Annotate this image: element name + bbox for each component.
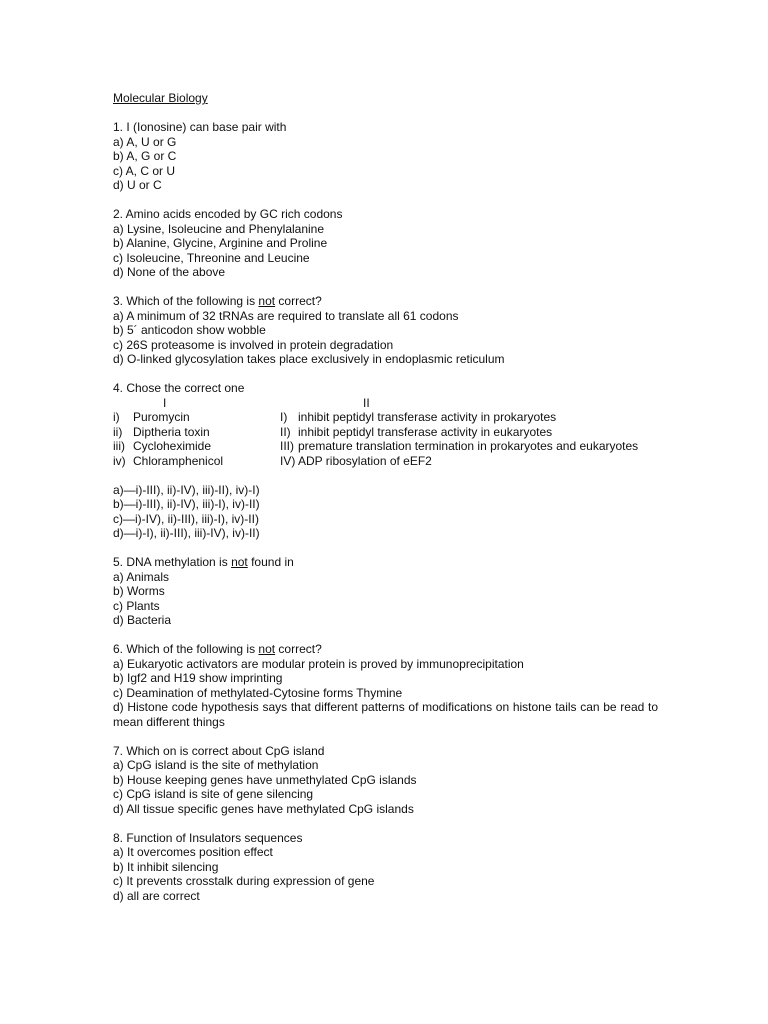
answer-option: c) 26S proteasome is involved in protein degradation — [113, 337, 394, 352]
question-stem: 1. I (Ionosine) can base pair with — [113, 120, 287, 134]
stem-text: correct? — [275, 642, 322, 656]
question-2 — [113, 207, 658, 280]
stem-text: 5. DNA methylation is — [113, 555, 232, 569]
answer-option: a) A, U or G — [113, 134, 177, 149]
question-stem: 2. Amino acids encoded by GC rich codons — [113, 207, 343, 221]
drug-name: Puromycin — [133, 410, 190, 424]
row-numeral: i) — [113, 410, 120, 424]
answer-option: d) None of the above — [113, 265, 226, 279]
effect-numeral: IV) — [280, 453, 296, 468]
drug-effect — [280, 439, 638, 454]
answer-option: b)—i)-III), ii)-IV), iii)-I), iv)-II) — [113, 497, 260, 511]
effect-numeral: III) — [280, 439, 294, 453]
answer-option: b) It inhibit silencing — [113, 859, 219, 874]
answer-option: b) Alanine, Glycine, Arginine and Proline — [113, 236, 328, 250]
question-stem: 4. Chose the correct one — [113, 381, 245, 395]
effect-text: ADP ribosylation of eEF2 — [298, 453, 432, 468]
emphasis-not: not — [231, 555, 248, 569]
drug-name: Diptheria toxin — [133, 424, 210, 439]
effect-text: inhibit peptidyl transferase activity in eukaryotes — [298, 424, 553, 439]
answer-option: c) Plants — [113, 598, 160, 613]
answer-option: c) CpG island is site of gene silencing — [113, 787, 314, 801]
effect-numeral: I) — [280, 410, 288, 424]
effect-numeral: II) — [280, 424, 291, 439]
drug-effect — [280, 425, 552, 440]
row-numeral: ii) — [113, 424, 123, 439]
match-row — [113, 454, 658, 469]
stem-text: correct? — [275, 294, 322, 308]
question-1 — [113, 120, 658, 193]
question-4 — [113, 381, 658, 541]
answer-option: b) House keeping genes have unmethylated CpG islands — [113, 772, 417, 787]
question-stem — [113, 642, 658, 657]
emphasis-not: not — [258, 642, 276, 656]
answer-option: c) Deamination of methylated-Cytosine forms Thymine — [113, 685, 403, 700]
question-stem — [113, 294, 658, 309]
drug-effect — [280, 410, 556, 425]
answer-option: d)—i)-I), ii)-III), iii)-IV), iv)-II) — [113, 526, 260, 540]
question-5 — [113, 555, 658, 628]
answer-option: a) Animals — [113, 569, 170, 584]
effect-text: inhibit peptidyl transferase activity in prokaryotes — [298, 410, 557, 424]
answer-option: d) all are correct — [113, 888, 200, 903]
answer-option: c) Isoleucine, Threonine and Leucine — [113, 250, 310, 265]
answer-option: b) Igf2 and H19 show imprinting — [113, 671, 283, 685]
answer-option: c) A, C or U — [113, 163, 176, 178]
stem-text: found in — [247, 555, 294, 569]
drug-effect — [280, 454, 432, 469]
answer-option: c) It prevents crosstalk during expression of gene — [113, 874, 375, 888]
answer-option: a) Lysine, Isoleucine and Phenylalanine — [113, 221, 325, 236]
stem-text: 6. Which of the following is — [113, 642, 259, 656]
answer-option: c)—i)-IV), ii)-III), iii)-I), iv)-II) — [113, 511, 259, 526]
question-6 — [113, 642, 658, 729]
answer-option: b) A, G or C — [113, 149, 177, 163]
match-row — [113, 425, 658, 440]
match-row — [113, 410, 658, 425]
answer-option: b) 5´ anticodon show wobble — [113, 323, 266, 337]
match-table-header — [113, 396, 658, 411]
answer-option: a) Eukaryotic activators are modular protein is proved by immunoprecipitation — [113, 656, 524, 671]
question-stem: 7. Which on is correct about CpG island — [113, 743, 325, 758]
answer-option: a) A minimum of 32 tRNAs are required to translate all 61 codons — [113, 308, 459, 323]
answer-option: d) All tissue specific genes have methylated CpG islands — [113, 801, 414, 816]
answer-option: d) U or C — [113, 178, 162, 192]
answer-option: a) CpG island is the site of methylation — [113, 758, 319, 772]
column-i-label: I — [163, 395, 167, 410]
drug-name: Cycloheximide — [133, 439, 212, 453]
answer-option: d) Bacteria — [113, 613, 172, 627]
document-page — [113, 91, 658, 918]
answer-options — [113, 483, 658, 541]
question-8 — [113, 831, 658, 904]
emphasis-not: not — [258, 294, 276, 308]
match-row — [113, 439, 658, 454]
question-stem: 8. Function of Insulators sequences — [113, 830, 303, 845]
stem-text: 3. Which of the following is — [113, 294, 259, 308]
drug-name: Chloramphenicol — [133, 453, 224, 468]
answer-option: b) Worms — [113, 584, 165, 598]
column-ii-label: II — [363, 395, 370, 410]
answer-option: d) Histone code hypothesis says that different patterns of modifications on histone tails can be read to mean different things — [113, 700, 658, 729]
answer-option: a) It overcomes position effect — [113, 845, 273, 859]
row-numeral: iv) — [113, 453, 126, 468]
question-stem — [113, 555, 658, 570]
answer-option: a)—i)-III), ii)-IV), iii)-II), iv)-I) — [113, 482, 260, 497]
document-title: Molecular Biology — [113, 91, 208, 105]
effect-text: premature translation termination in prokaryotes and eukaryotes — [298, 439, 639, 453]
question-3 — [113, 294, 658, 367]
row-numeral: iii) — [113, 439, 125, 453]
answer-option: d) O-linked glycosylation takes place exclusively in endoplasmic reticulum — [113, 352, 505, 366]
question-7 — [113, 744, 658, 817]
